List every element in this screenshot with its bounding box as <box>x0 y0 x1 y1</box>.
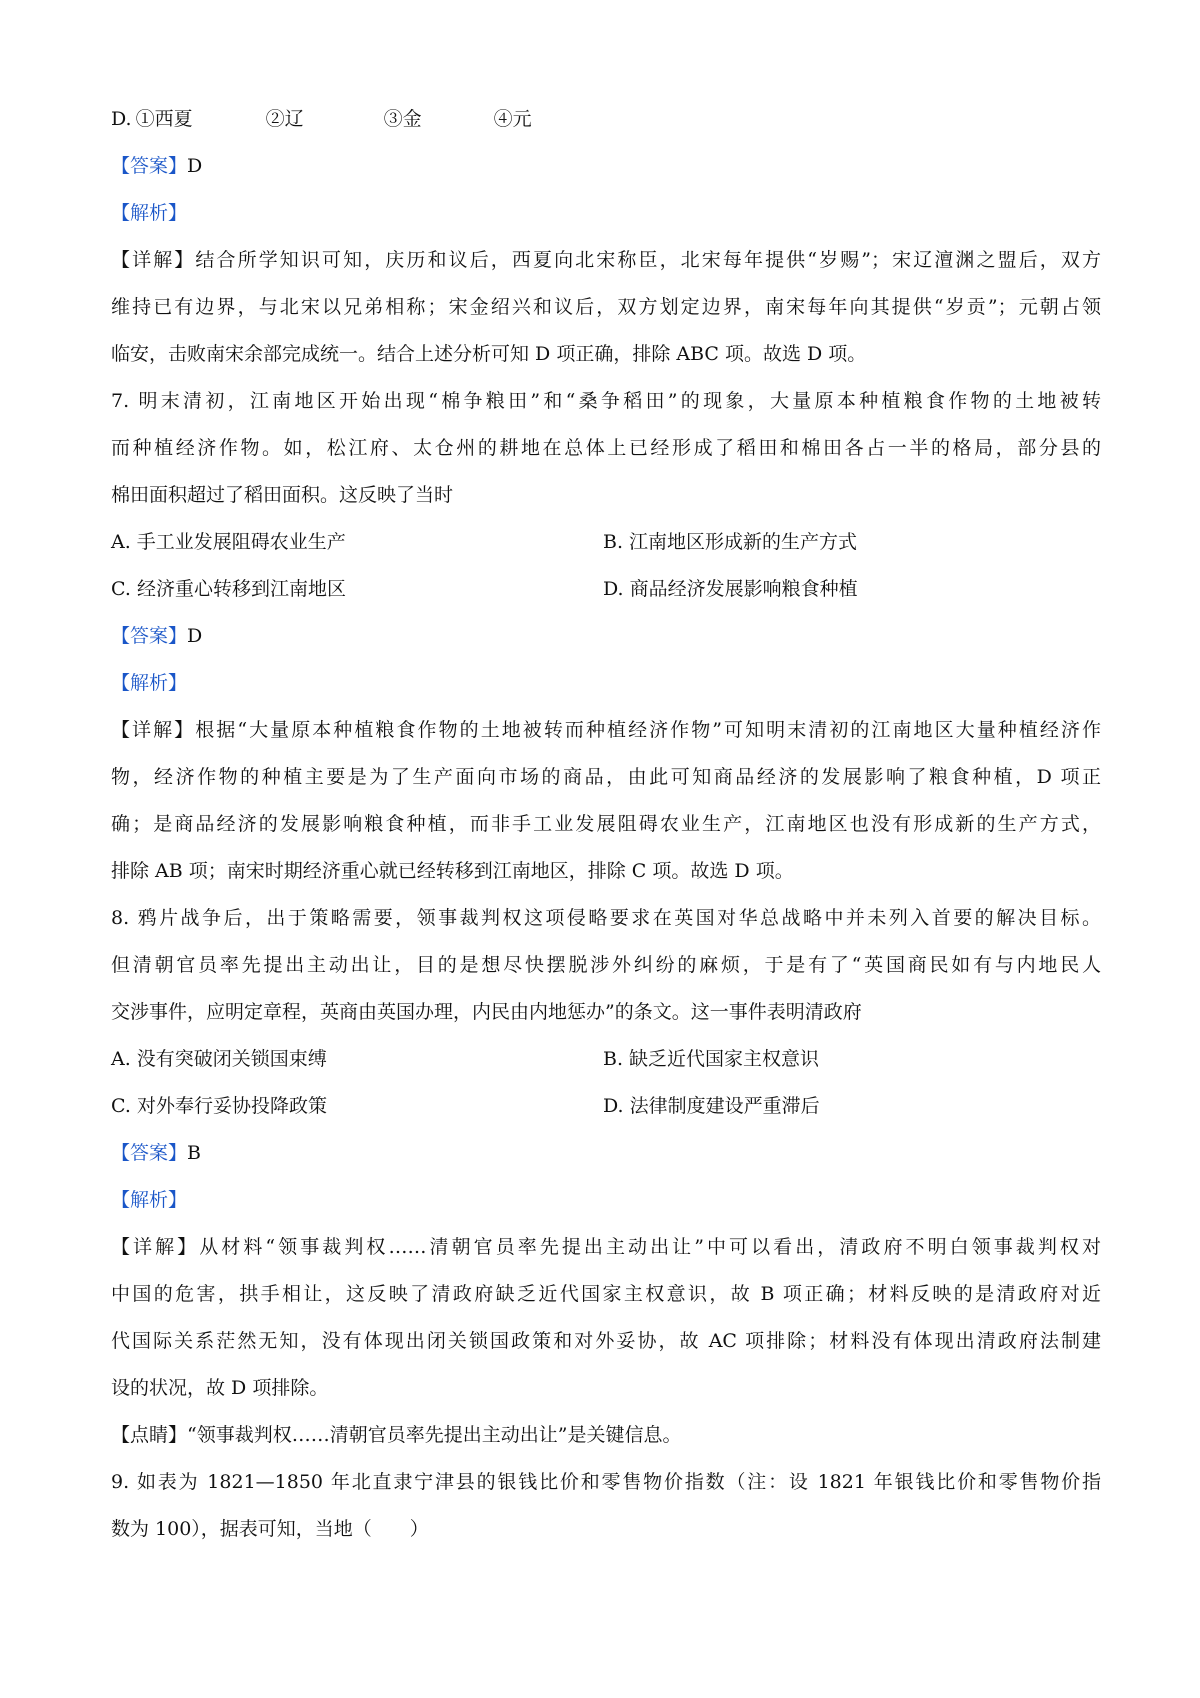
q8-option-a: A. 没有突破闭关锁国束缚 <box>111 1048 327 1070</box>
analysis-tag: 【解析】 <box>111 202 188 224</box>
detail-text: 根据“大量原本种植粮食作物的土地被转而种植经济作物”可知明末清初的江南地区大量种植经济作 <box>195 719 1101 741</box>
q6-detail-line: 维持已有边界，与北宋以兄弟相称；宋金绍兴和议后，双方划定边界，南宋每年向其提供“岁贡”；元朝占领 <box>111 296 1101 318</box>
option-item: ①西夏 <box>135 108 193 130</box>
q7-stem-line: 棉田面积超过了稻田面积。这反映了当时 <box>111 484 454 506</box>
answer-tag: 【答案】 <box>111 155 188 177</box>
q7-stem-line: 7. 明末清初，江南地区开始出现“棉争粮田”和“桑争稻田”的现象，大量原本种植粮食作物的土地被转 <box>111 390 1101 412</box>
detail-tag: 【详解】 <box>111 249 196 271</box>
detail-text: 结合所学知识可知，庆历和议后，西夏向北宋称臣，北宋每年提供“岁赐”；宋辽澶渊之盟后，双方 <box>195 249 1101 271</box>
q9-stem-line: 数为 100），据表可知，当地（ ） <box>111 1518 429 1540</box>
q6-answer <box>111 143 1101 190</box>
answer-tag: 【答案】 <box>111 1142 188 1164</box>
analysis-tag: 【解析】 <box>111 672 188 694</box>
q8-detail-line: 代国际关系茫然无知，没有体现出闭关锁国政策和对外妥协，故 AC 项排除；材料没有体现出清政府法制建 <box>111 1330 1101 1352</box>
note-text: “领事裁判权……清朝官员率先提出主动出让”是关键信息。 <box>187 1424 682 1446</box>
q8-detail-line: 设的状况，故 D 项排除。 <box>111 1377 329 1399</box>
option-letter: D. <box>111 108 132 130</box>
option-item: ③金 <box>383 108 422 130</box>
q9-stem-line: 9. 如表为 1821—1850 年北直隶宁津县的银钱比价和零售物价指数（注：设 1821 年银钱比价和零售物价指 <box>111 1471 1101 1493</box>
q8-stem-line: 交涉事件，应明定章程，英商由英国办理，内民由内地惩办”的条文。这一事件表明清政府 <box>111 1001 862 1023</box>
q7-option-c: C. 经济重心转移到江南地区 <box>111 578 346 600</box>
q8-options-row <box>111 1036 1101 1083</box>
q6-option-d <box>111 96 1101 143</box>
q6-detail-line <box>111 237 1101 284</box>
note-tag: 【点睛】 <box>111 1424 188 1446</box>
q7-detail-line <box>111 707 1101 754</box>
q7-option-a: A. 手工业发展阻碍农业生产 <box>111 531 346 553</box>
answer-value: D <box>187 625 203 647</box>
q7-analysis <box>111 660 1101 707</box>
q8-note <box>111 1412 1101 1459</box>
q7-option-d: D. 商品经济发展影响粮食种植 <box>603 578 858 600</box>
q7-detail-line: 物，经济作物的种植主要是为了生产面向市场的商品，由此可知商品经济的发展影响了粮食种植，D 项正 <box>111 766 1101 788</box>
q8-stem-line: 但清朝官员率先提出主动出让，目的是想尽快摆脱涉外纠纷的麻烦，于是有了“英国商民如有与内地民人 <box>111 954 1101 976</box>
answer-tag: 【答案】 <box>111 625 188 647</box>
option-item: ②辽 <box>265 108 304 130</box>
q7-detail-line: 排除 AB 项；南宋时期经济重心就已经转移到江南地区，排除 C 项。故选 D 项。 <box>111 860 794 882</box>
q7-stem-line: 而种植经济作物。如，松江府、太仓州的耕地在总体上已经形成了稻田和棉田各占一半的格局，部分县的 <box>111 437 1101 459</box>
q8-options-row <box>111 1083 1101 1130</box>
detail-text: 从材料“领事裁判权……清朝官员率先提出主动出让”中可以看出，清政府不明白领事裁判权对 <box>199 1236 1101 1258</box>
document-page <box>111 96 1101 1553</box>
q7-options-row <box>111 519 1101 566</box>
q7-answer <box>111 613 1101 660</box>
detail-tag: 【详解】 <box>111 719 196 741</box>
detail-tag: 【详解】 <box>111 1236 200 1258</box>
q7-detail-line: 确；是商品经济的发展影响粮食种植，而非手工业发展阻碍农业生产，江南地区也没有形成新的生产方式， <box>111 813 1101 835</box>
answer-value: D <box>187 155 203 177</box>
q8-analysis <box>111 1177 1101 1224</box>
q6-detail-line: 临安，击败南宋余部完成统一。结合上述分析可知 D 项正确，排除 ABC 项。故选 D 项。 <box>111 343 867 365</box>
q8-answer <box>111 1130 1101 1177</box>
q8-detail-line <box>111 1224 1101 1271</box>
q8-option-c: C. 对外奉行妥协投降政策 <box>111 1095 327 1117</box>
analysis-tag: 【解析】 <box>111 1189 188 1211</box>
option-item: ④元 <box>493 108 532 130</box>
q8-stem-line: 8. 鸦片战争后，出于策略需要，领事裁判权这项侵略要求在英国对华总战略中并未列入首要的解决目标。 <box>111 907 1101 929</box>
q8-option-d: D. 法律制度建设严重滞后 <box>603 1095 820 1117</box>
q8-option-b: B. 缺乏近代国家主权意识 <box>603 1048 820 1070</box>
q8-detail-line: 中国的危害，拱手相让，这反映了清政府缺乏近代国家主权意识，故 B 项正确；材料反映的是清政府对近 <box>111 1283 1101 1305</box>
q7-option-b: B. 江南地区形成新的生产方式 <box>603 531 858 553</box>
q7-options-row <box>111 566 1101 613</box>
q6-analysis <box>111 190 1101 237</box>
answer-value: B <box>187 1142 201 1164</box>
